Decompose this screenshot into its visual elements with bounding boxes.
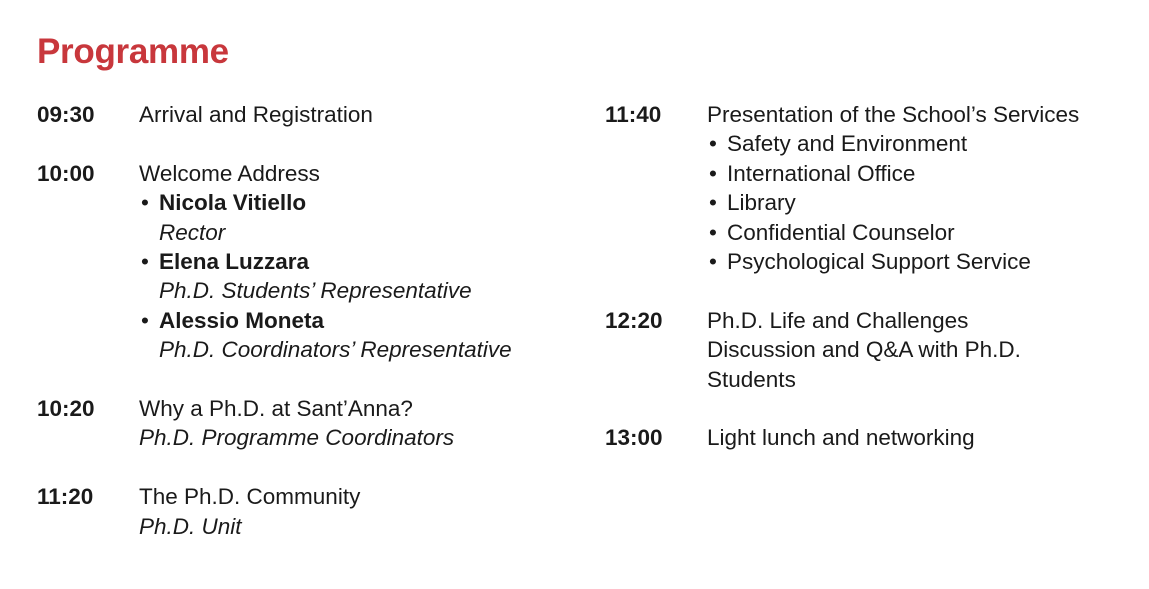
entry-details: [139, 159, 577, 365]
entry-title: Why a Ph.D. at Sant’Anna?: [139, 396, 413, 422]
schedule-entry-why-phd: [37, 394, 577, 453]
speaker-role: Ph.D. Coordinators’ Representative: [159, 337, 512, 363]
speaker-role: Ph.D. Students’ Representative: [159, 278, 472, 304]
entry-details: [707, 306, 1145, 394]
entry-time: 12:20: [605, 307, 663, 333]
speaker-list: [139, 188, 577, 217]
entry-details: [139, 100, 577, 129]
entry-time: 10:00: [37, 160, 95, 186]
entry-details: [139, 394, 577, 453]
entry-time: 11:20: [37, 484, 94, 510]
speaker-name: Alessio Moneta: [159, 307, 325, 333]
entry-description: Discussion and Q&A with Ph.D.: [707, 337, 1021, 363]
schedule-left-column: [37, 100, 577, 541]
speaker-list: [139, 247, 577, 276]
speaker-item: [139, 188, 577, 217]
entry-subtitle: Ph.D. Unit: [139, 513, 242, 539]
entry-details: [707, 100, 1145, 276]
service-item: • International Office: [707, 159, 1145, 188]
schedule-entry-lunch: [605, 423, 1145, 452]
entry-title: The Ph.D. Community: [139, 484, 361, 510]
entry-title: Arrival and Registration: [139, 102, 373, 127]
entry-time: 10:20: [37, 396, 95, 422]
service-item: • Library: [707, 188, 1145, 217]
page-title: Programme: [37, 32, 229, 71]
speaker-name: Nicola Vitiello: [159, 190, 307, 216]
entry-time: 09:30: [37, 102, 95, 127]
entry-details: [139, 482, 577, 541]
entry-description: Students: [707, 366, 796, 392]
entry-details: [707, 423, 1145, 452]
entry-time: 13:00: [605, 425, 663, 451]
schedule-entry-arrival: [37, 100, 577, 129]
service-item: • Safety and Environment: [707, 129, 1145, 158]
speaker-role: Rector: [159, 219, 226, 245]
speaker-item: [139, 306, 577, 335]
speaker-name: Elena Luzzara: [159, 249, 310, 275]
service-item: • Confidential Counselor: [707, 218, 1145, 247]
schedule-entry-services: [605, 100, 1145, 276]
service-item: • Psychological Support Service: [707, 247, 1145, 276]
schedule-entry-community: [37, 482, 577, 541]
schedule-right-column: [605, 100, 1145, 453]
speaker-list: [139, 306, 577, 335]
entry-subtitle: Ph.D. Programme Coordinators: [139, 425, 455, 451]
entry-title: Presentation of the School’s Services: [707, 102, 1080, 127]
schedule-entry-welcome: [37, 159, 577, 365]
entry-title: Light lunch and networking: [707, 425, 975, 451]
speaker-item: [139, 247, 577, 276]
entry-title: Welcome Address: [139, 160, 320, 186]
schedule-entry-phd-life: [605, 306, 1145, 394]
entry-time: 11:40: [605, 102, 662, 127]
entry-title: Ph.D. Life and Challenges: [707, 307, 969, 333]
services-list: [707, 129, 1145, 276]
